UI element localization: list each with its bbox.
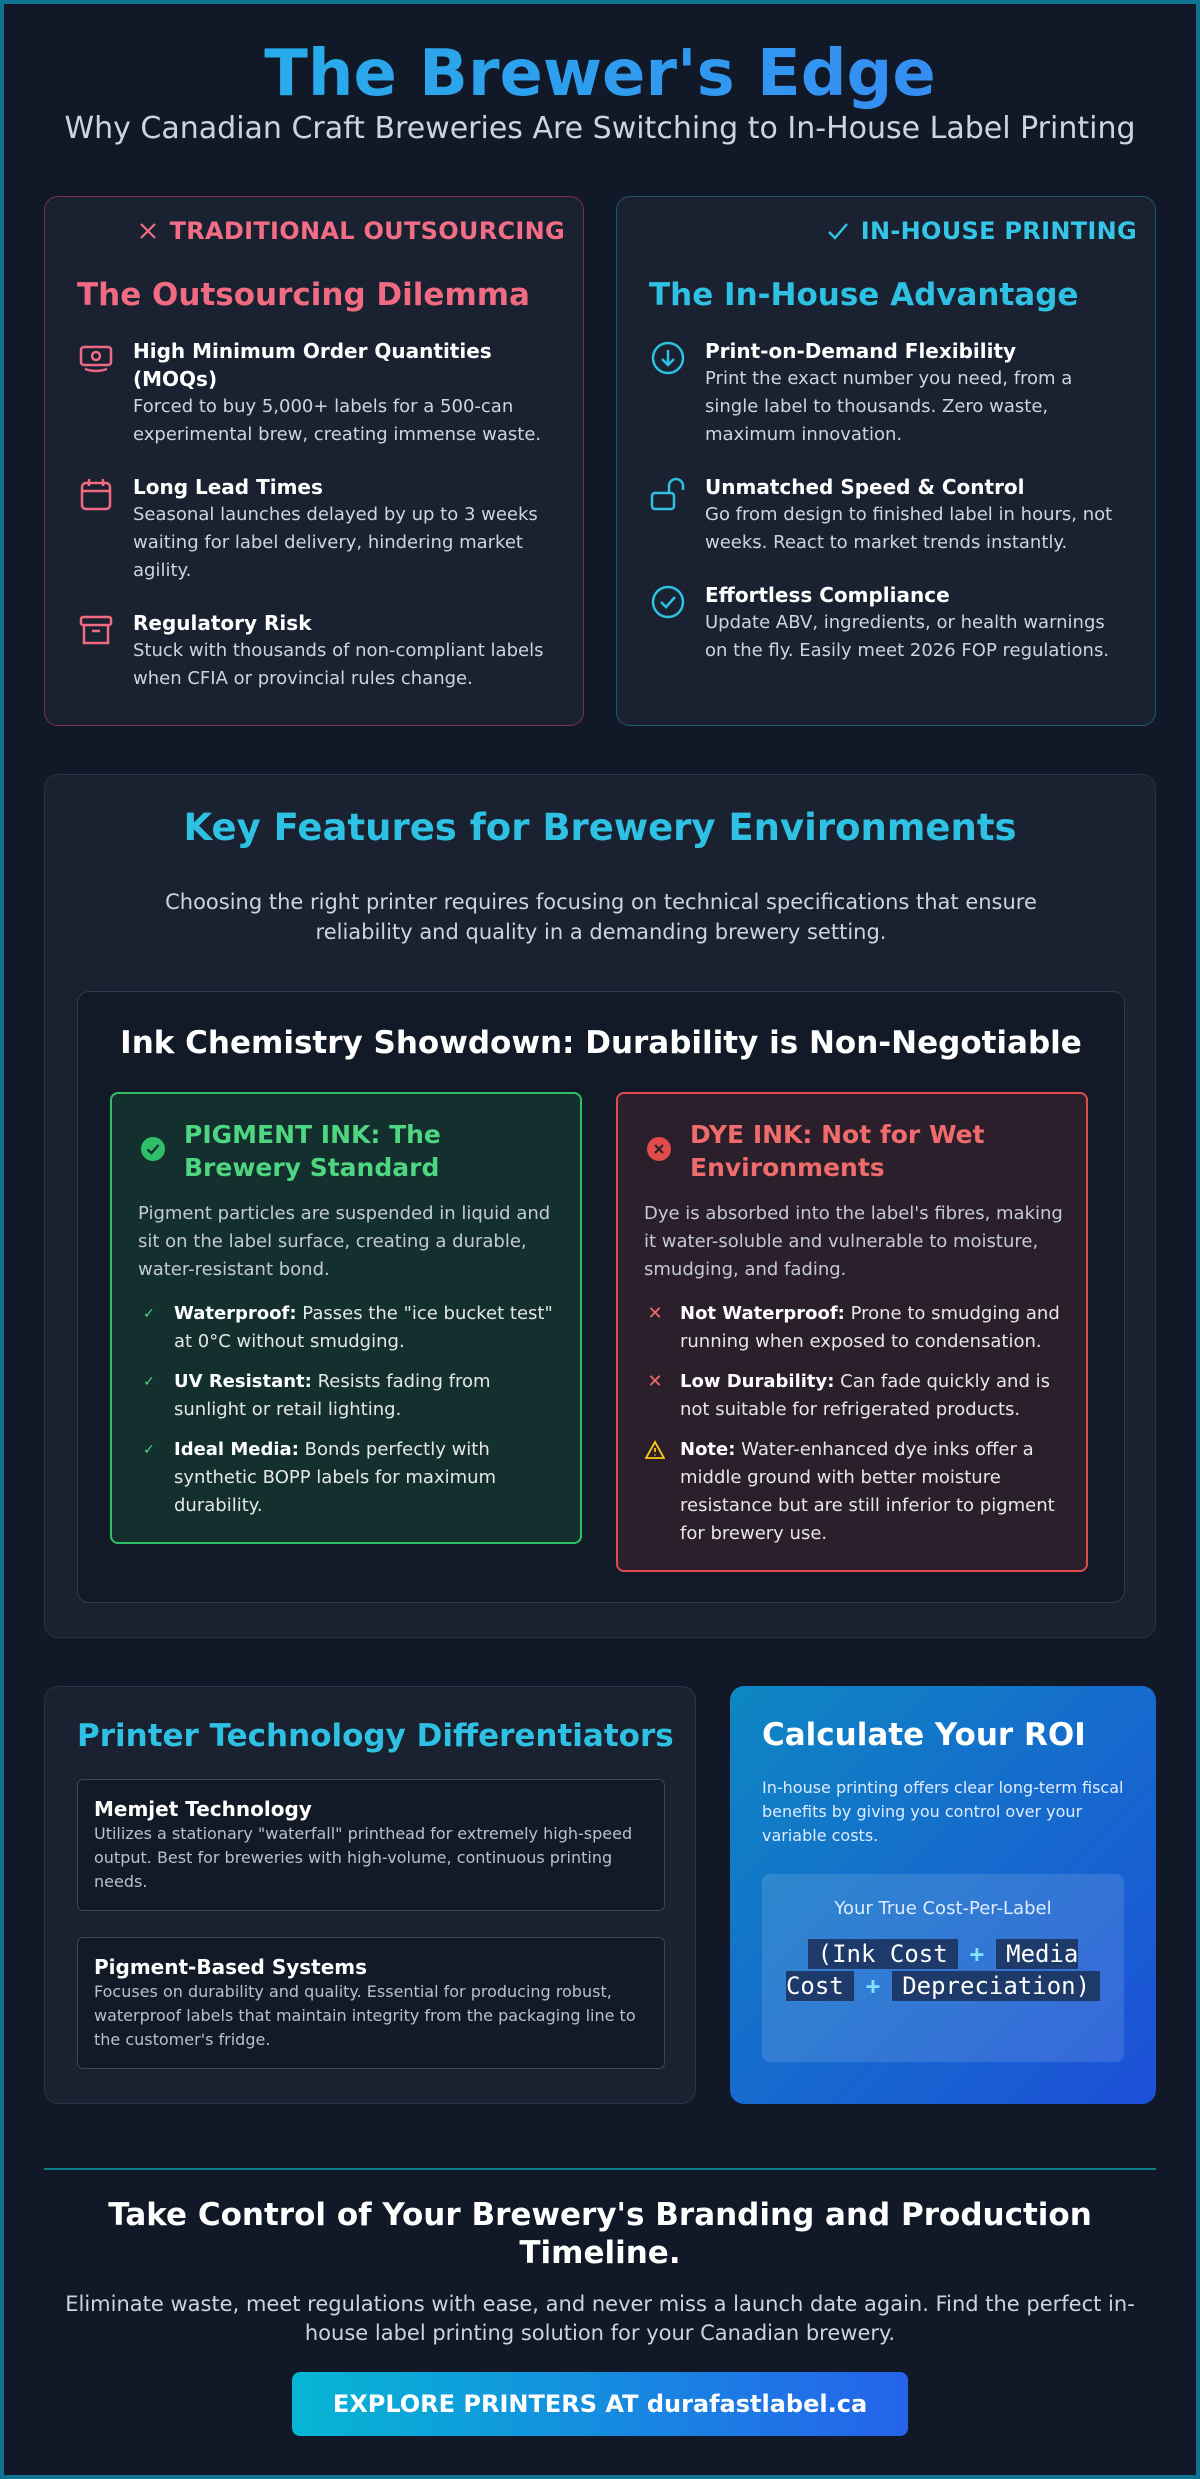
roi-text: In-house printing offers clear long-term fiscal benefits by giving you control over your variable costs. bbox=[762, 1778, 1124, 1845]
point-text: Print the exact number you need, from a single label to thousands. Zero waste, maximum innovation. bbox=[705, 368, 1073, 445]
tech-item-text: Utilizes a stationary "waterfall" printhead for extremely high-speed output. Best for breweries with high-volume, continuous printing needs. bbox=[94, 1824, 633, 1891]
list-item-label: UV Resistant: bbox=[174, 1371, 312, 1392]
list-item bbox=[77, 337, 557, 449]
ink-title: Ink Chemistry Showdown: Durability is Non-Negotiable bbox=[120, 1025, 1082, 1061]
features-intro: Choosing the right printer requires focusing on technical specifications that ensure reliability and quality in a demanding brewery setting. bbox=[165, 890, 1037, 944]
point-text: Seasonal launches delayed by up to 3 weeks waiting for label delivery, hindering market agility. bbox=[133, 504, 538, 581]
check-icon bbox=[827, 221, 849, 241]
roi-card bbox=[730, 1686, 1156, 2104]
check-icon: ✓ bbox=[143, 1306, 155, 1322]
list-item-text: Prone to smudging and running when exposed to condensation. bbox=[680, 1303, 1060, 1352]
point-title: Effortless Compliance bbox=[705, 583, 950, 607]
unlock-icon bbox=[649, 475, 687, 513]
x-icon: ✕ bbox=[647, 1371, 663, 1392]
formula-media-cost: Media Cost bbox=[785, 1940, 1079, 2000]
traditional-tag-label: TRADITIONAL OUTSOURCING bbox=[169, 217, 565, 245]
cost-formula-box bbox=[762, 1874, 1124, 2062]
download-circle-icon bbox=[649, 339, 687, 377]
key-features-section bbox=[44, 774, 1156, 1638]
traditional-tag bbox=[138, 217, 565, 245]
list-item-label: Waterproof: bbox=[174, 1303, 297, 1324]
section-divider bbox=[44, 2168, 1156, 2170]
pigment-ink-card bbox=[110, 1092, 582, 1544]
cost-formula-label: Your True Cost-Per-Label bbox=[834, 1898, 1052, 1919]
x-icon: ✕ bbox=[647, 1303, 663, 1324]
list-item-label: Note: bbox=[680, 1439, 736, 1460]
list-item bbox=[77, 473, 557, 585]
tech-item-pigment bbox=[77, 1937, 665, 2069]
point-title: Regulatory Risk bbox=[133, 611, 312, 635]
printer-technology-card bbox=[44, 1686, 696, 2104]
formula-plus: + bbox=[865, 1972, 881, 2000]
point-title: Print-on-Demand Flexibility bbox=[705, 339, 1017, 363]
point-text: Go from design to finished label in hours, not weeks. React to market trends instantly. bbox=[705, 504, 1113, 553]
formula-plus: + bbox=[969, 1940, 985, 1968]
list-item bbox=[138, 1368, 558, 1424]
list-item-text: Water-enhanced dye inks offer a middle ground with better moisture resistance but are still inferior to pigment for brewery use. bbox=[680, 1439, 1055, 1544]
dye-ink-card bbox=[616, 1092, 1088, 1572]
in-house-tag-label: IN-HOUSE PRINTING bbox=[860, 217, 1137, 245]
tech-item-text: Focuses on durability and quality. Essential for producing robust, waterproof labels that maintain integrity from the packaging line to the customer's fridge. bbox=[94, 1982, 636, 2049]
list-item bbox=[649, 581, 1129, 665]
point-title: High Minimum Order Quantities (MOQs) bbox=[133, 339, 492, 391]
tech-item-memjet bbox=[77, 1779, 665, 1911]
list-item bbox=[644, 1436, 1064, 1548]
point-text: Update ABV, ingredients, or health warnings on the fly. Easily meet 2026 FOP regulations. bbox=[705, 612, 1110, 661]
pigment-description: Pigment particles are suspended in liquid and sit on the label surface, creating a durable, water-resistant bond. bbox=[138, 1203, 551, 1280]
in-house-printing-card bbox=[616, 196, 1156, 726]
check-circle-icon bbox=[649, 583, 687, 621]
dye-heading: DYE INK: Not for Wet Environments bbox=[690, 1120, 985, 1182]
point-text: Stuck with thousands of non-compliant labels when CFIA or provincial rules change. bbox=[133, 640, 544, 689]
explore-printers-button[interactable]: EXPLORE PRINTERS AT durafastlabel.ca bbox=[292, 2372, 908, 2436]
cta-text: Eliminate waste, meet regulations with ease, and never miss a launch date again. Find the perfect in-house label printing solution for your Canadian brewery. bbox=[65, 2292, 1135, 2345]
dye-description: Dye is absorbed into the label's fibres, making it water-soluble and vulnerable to moisture, smudging, and fading. bbox=[644, 1203, 1063, 1280]
page-title: The Brewer's Edge bbox=[0, 36, 1200, 112]
roi-title: Calculate Your ROI bbox=[762, 1717, 1086, 1753]
page-subtitle: Why Canadian Craft Breweries Are Switching to In-House Label Printing bbox=[64, 111, 1136, 146]
archive-icon bbox=[77, 611, 115, 649]
list-item bbox=[77, 609, 557, 693]
x-icon bbox=[138, 221, 158, 241]
point-text: Forced to buy 5,000+ labels for a 500-can experimental brew, creating immense waste. bbox=[133, 396, 542, 445]
point-title: Long Lead Times bbox=[133, 475, 323, 499]
check-icon: ✓ bbox=[143, 1374, 155, 1390]
check-icon: ✓ bbox=[143, 1442, 155, 1458]
list-item-label: Not Waterproof: bbox=[680, 1303, 845, 1324]
list-item bbox=[644, 1368, 1064, 1424]
calendar-icon bbox=[77, 475, 115, 513]
formula-depreciation: Depreciation) bbox=[892, 1971, 1100, 2001]
list-item bbox=[649, 473, 1129, 557]
cta-title: Take Control of Your Brewery's Branding and Production Timeline. bbox=[108, 2197, 1092, 2271]
check-circle-icon bbox=[140, 1136, 166, 1162]
traditional-heading: The Outsourcing Dilemma bbox=[77, 277, 530, 313]
tech-item-title: Memjet Technology bbox=[94, 1797, 312, 1821]
features-title: Key Features for Brewery Environments bbox=[183, 806, 1017, 849]
list-item-text: Passes the "ice bucket test" at 0°C without smudging. bbox=[174, 1303, 553, 1352]
tech-title: Printer Technology Differentiators bbox=[77, 1718, 674, 1754]
list-item-label: Ideal Media: bbox=[174, 1439, 299, 1460]
list-item-label: Low Durability: bbox=[680, 1371, 835, 1392]
ink-chemistry-panel bbox=[77, 991, 1125, 1603]
tech-item-title: Pigment-Based Systems bbox=[94, 1955, 368, 1979]
in-house-tag bbox=[827, 217, 1137, 245]
traditional-outsourcing-card bbox=[44, 196, 584, 726]
pigment-heading: PIGMENT INK: The Brewery Standard bbox=[184, 1120, 441, 1182]
list-item-text: Can fade quickly and is not suitable for refrigerated products. bbox=[680, 1371, 1050, 1420]
list-item bbox=[649, 337, 1129, 449]
list-item bbox=[644, 1300, 1064, 1356]
warning-icon bbox=[644, 1436, 666, 1548]
list-item bbox=[138, 1436, 558, 1520]
list-item bbox=[138, 1300, 558, 1356]
formula-ink-cost: (Ink Cost bbox=[808, 1939, 958, 1969]
in-house-heading: The In-House Advantage bbox=[649, 277, 1079, 313]
list-item-text: Bonds perfectly with synthetic BOPP labels for maximum durability. bbox=[174, 1439, 497, 1516]
list-item-text: Resists fading from sunlight or retail lighting. bbox=[174, 1371, 491, 1420]
cost-formula bbox=[780, 1938, 1106, 2002]
money-icon bbox=[77, 339, 115, 377]
x-circle-icon bbox=[646, 1136, 672, 1162]
point-title: Unmatched Speed & Control bbox=[705, 475, 1025, 499]
